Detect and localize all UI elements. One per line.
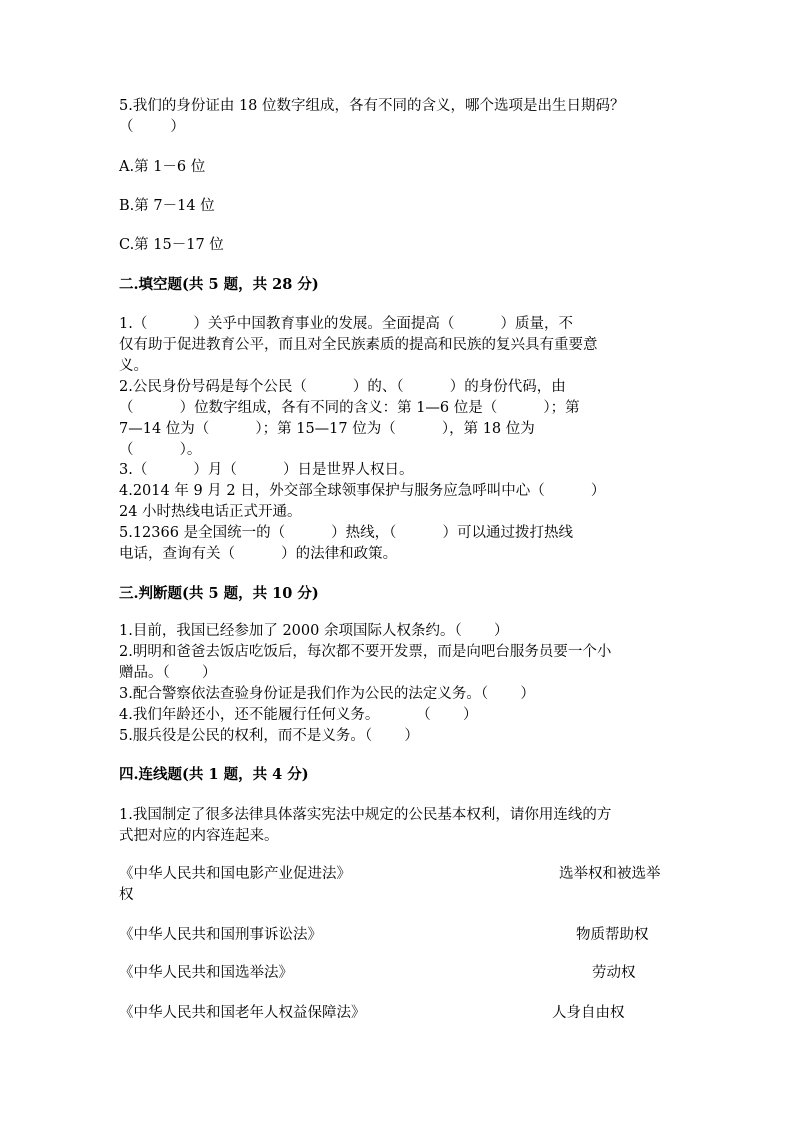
matching-right-item: 选举权和被选举: [559, 866, 661, 882]
fill-blank-line: 5.12366 是全国统一的（ ）热线，（ ）可以通过拨打热线: [119, 525, 574, 541]
fill-blank-line: （ ）位数字组成，各有不同的含义：第 1—6 位是（ ）；第: [119, 400, 580, 416]
fill-blank-line: 4.2014 年 9 月 2 日，外交部全球领事保护与服务应急呼叫中心（ ）: [119, 483, 606, 499]
matching-left-item: 《中华人民共和国电影产业促进法》: [119, 866, 351, 882]
q5-stem-line2: （ ）: [119, 119, 185, 135]
matching-intro-line2: 式把对应的内容连起来。: [119, 828, 279, 844]
q5-stem-line1: 5.我们的身份证由 18 位数字组成，各有不同的含义，哪个选项是出生日期码？: [119, 98, 625, 114]
matching-heading: 四.连线题(共 1 题，共 4 分): [119, 766, 309, 783]
fill-blank-line: 电话，查询有关（ ）的法律和政策。: [119, 546, 398, 562]
judge-line: 3.配合警察依法查验身份证是我们作为公民的法定义务。（ ）: [119, 686, 535, 702]
matching-right-item: 人身自由权: [552, 1005, 625, 1021]
fill-blank-line: （ ）。: [119, 442, 202, 458]
judge-line: 5.服兵役是公民的权利，而不是义务。（ ）: [119, 728, 419, 744]
matching-left-item: 《中华人民共和国刑事诉讼法》: [119, 927, 322, 943]
q5-option-c: C.第 15－17 位: [119, 237, 224, 253]
matching-right-item: 劳动权: [592, 965, 636, 981]
matching-right-item-wrap: 权: [119, 887, 134, 903]
fill-blank-line: 仅有助于促进教育公平，而且对全民族素质的提高和民族的复兴具有重要意: [119, 337, 598, 353]
judge-line: 赠品。（ ）: [119, 665, 217, 681]
fill-blank-line: 1.（ ）关乎中国教育事业的发展。全面提高（ ）质量，不: [119, 316, 574, 332]
fill-blank-line: 7—14 位为（ ）；第 15—17 位为（ ），第 18 位为: [119, 421, 535, 437]
judge-line: 2.明明和爸爸去饭店吃饭后，每次都不要开发票，而是向吧台服务员要一个小: [119, 644, 612, 660]
matching-left-item: 《中华人民共和国选举法》: [119, 965, 293, 981]
q5-option-a: A.第 1－6 位: [119, 159, 206, 175]
judge-heading: 三.判断题(共 5 题，共 10 分): [119, 585, 319, 602]
judge-line: 4.我们年龄还小，还不能履行任何义务。 （ ）: [119, 707, 478, 723]
fill-blank-line: 2.公民身份号码是每个公民（ ）的、（ ）的身份代码，由: [119, 379, 566, 395]
judge-line: 1.目前，我国已经参加了 2000 余项国际人权条约。（ ）: [119, 623, 509, 639]
matching-intro-line1: 1.我国制定了很多法律具体落实宪法中规定的公民基本权利，请你用连线的方: [119, 807, 612, 823]
matching-left-item: 《中华人民共和国老年人权益保障法》: [119, 1005, 366, 1021]
q5-option-b: B.第 7－14 位: [119, 198, 215, 214]
fill-blank-line: 24 小时热线电话正式开通。: [119, 504, 302, 520]
fill-blank-line: 义。: [119, 358, 148, 374]
matching-right-item: 物质帮助权: [576, 927, 649, 943]
fill-blank-line: 3.（ ）月（ ）日是世界人权日。: [119, 462, 414, 478]
fill-blank-heading: 二.填空题(共 5 题，共 28 分): [119, 276, 319, 293]
